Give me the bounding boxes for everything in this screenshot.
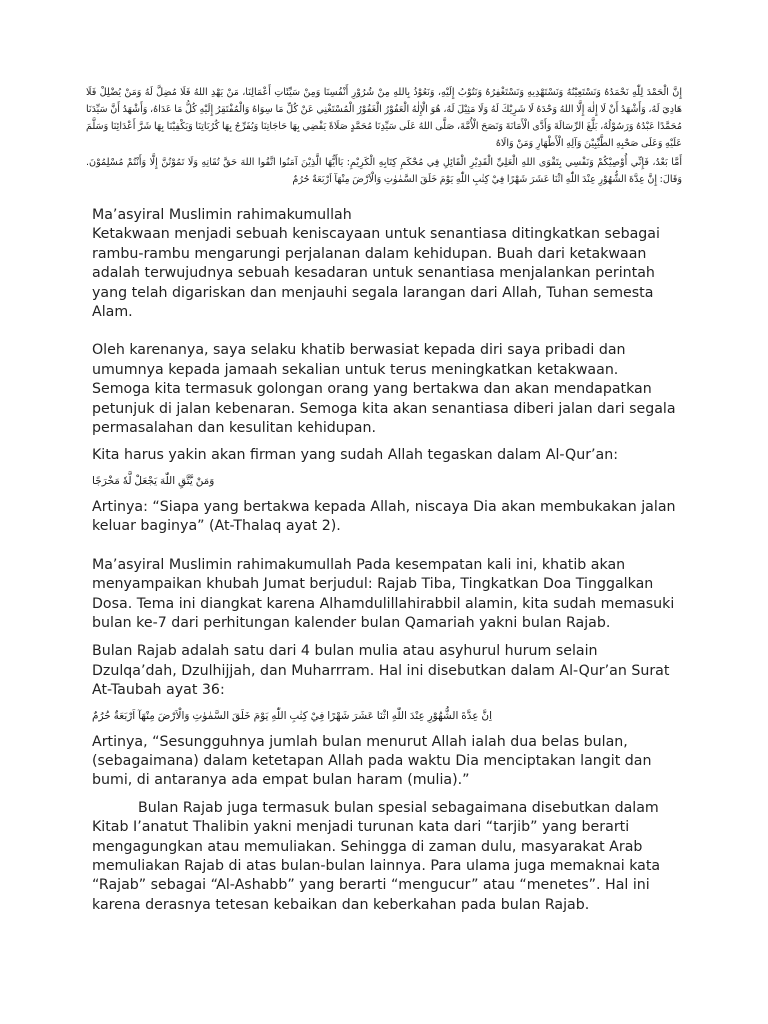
paragraph-ketakwaan: Ketakwaan menjadi sebuah keniscayaan untuk senantiasa ditingkatkan sebagai rambu-rambu mengarungi perjalanan dalam kehidupan. Buah dari ketakwaan adalah terwujudnya sebuah kesadaran untuk senantiasa menjalankan perintah yang telah digariskan dan menjauhi segala larangan dari Allah, Tuhan semesta Alam. <box>92 226 660 321</box>
paragraph-makna-rajab: Bulan Rajab juga termasuk bulan spesial sebagaimana disebutkan dalam Kitab I’anatut Thalibin yakni menjadi turunan kata dari “tarjib” yang berarti mengagungkan atau memuliakan. Sehingga di zaman dulu, masyarakat Arab memuliakan Rajab di atas bulan-bulan lainnya. Para ulama juga memaknai kata “Rajab” sebagai “Al-Ashabb” yang berarti “mengucur” atau “menetes”. Hal ini karena derasnya tetesan kebaikan dan keberkahan pada bulan Rajab. <box>92 799 661 913</box>
paragraph-firman-intro: Kita harus yakin akan firman yang sudah Allah tegaskan dalam Al-Qur’an: <box>92 447 618 464</box>
greeting-heading: Ma’asyiral Muslimin rahimakumullah <box>92 207 352 223</box>
paragraph-wasiat: Oleh karenanya, saya selaku khatib berwasiat kepada diri saya pribadi dan umumnya kepada jamaah sekalian untuk terus meningkatkan ketakwaan. Semoga kita termasuk golongan orang yang bertakwa dan akan mendapatkan petunjuk di jalan kebenaran. Semoga kita akan senantiasa diberi jalan dari segala permasalahan dan kesulitan kehidupan. <box>92 342 676 437</box>
paragraph-khutbah-title: Ma’asyiral Muslimin rahimakumullah Pada kesempatan kali ini, khatib akan menyampaikan khubah Jumat berjudul: Rajab Tiba, Tingkatkan Doa Tinggalkan Dosa. Tema ini diangkat karena Alhamdulillahirabbil alamin, kita sudah memasuki bulan ke-7 dari perhitungan kalender bulan Qamariah yakni bulan Rajab. <box>92 556 675 631</box>
arabic-wasiat-paragraph: أَمَّا بَعْدُ، فَإِنِّي أُوْصِيْكُمْ وَنَفْسِي بِتَقْوَى اللهِ الْعَلِيِّ الْقَدِيْرِ الْقَائِلِ فِي مُحْكَمِ كِتَابِهِ الْكَرِيْمِ: يَاأَيُّهَا الَّذِيْنَ آمَنُوا اتَّقُوا اللهَ حَقَّ تُقَاتِهِ وَلَا تَمُوْتُنَّ إِلَّا وَأَنْتُمْ مُسْلِمُوْنَ. وَقَالَ: إِنَّ عِدَّةَ الشُّهُوْرِ عِنْدَ اللّٰهِ اثْنَا عَشَرَ شَهْرًا فِيْ كِتٰبِ اللّٰهِ يَوْمَ خَلَقَ السَّمٰوٰتِ وَالْاَرْضَ مِنْهَآ اَرْبَعَةٌ حُرُمٌ <box>86 157 682 185</box>
paragraph-artinya-thalaq: Artinya: “Siapa yang bertakwa kepada Allah, niscaya Dia akan membukakan jalan keluar baginya” (At-Thalaq ayat 2). <box>92 498 676 535</box>
paragraph-artinya-taubah: Artinya, “Sesungguhnya jumlah bulan menurut Allah ialah dua belas bulan, (sebagaimana) dalam ketetapan Allah pada waktu Dia menciptakan langit dan bumi, di antaranya ada empat bulan haram (mulia).” <box>92 733 652 789</box>
arabic-verse-at-thalaq: وَمَنْ يَّتَّقِ اللّٰهَ يَجْعَلْ لَّهٗ مَخْرَجًا <box>92 474 215 487</box>
paragraph-bulan-mulia: Bulan Rajab adalah satu dari 4 bulan mulia atau asyhurul hurum selain Dzulqa’dah, Dzulhijjah, dan Muharrram. Hal ini disebutkan dalam Al-Qur’an Surat At-Taubah ayat 36: <box>92 643 670 699</box>
arabic-opening-paragraph: إِنَّ الْحَمْدَ لِلّٰهِ نَحْمَدُهُ وَنَسْتَعِيْنُهُ وَنَسْتَهْدِيهِ وَنَسْتَغْفِرُهُ وَنَتُوْبُ إِلَيْهِ، وَنَعُوْذُ بِاللهِ مِنْ شُرُوْرِ أَنْفُسِنَا وَمِنْ سَيِّئَاتِ أَعْمَالِنَا، مَنْ يَهْدِ اللهُ فَلَا مُضِلَّ لَهُ وَمَنْ يُضْلِلْ فَلَا هَادِيَ لَهُ، وَأَشْهَدُ أَنْ لَا إِلٰهَ إِلَّا اللهُ وَحْدَهُ لَا شَرِيْكَ لَهُ وَلَا مَثِيْلَ لَهُ، هُوَ الْإِلٰهُ الْعَفُوْرُ الْغَفُوْرُ الْمُسْتَغْنِي عَنْ كُلِّ مَا سِوَاهُ وَالْمُفْتَقِرُ إِلَيْهِ كُلُّ مَا عَدَاهُ، وَأَشْهَدُ أَنَّ سَيِّدَنَا مُحَمَّدًا عَبْدُهُ وَرَسُوْلُهُ، بَلَّغَ الرِّسَالَةَ وَأَدَّى الْأَمَانَةَ وَنَصَحَ الْأُمَّةَ، صَلَّى اللهُ عَلَى سَيِّدِنَا مُحَمَّدٍ صَلَاةً يَقْضِي بِهَا حَاجَاتِنَا وَيُفَرِّجُ بِهَا كُرُبَاتِنَا وَيَكْفِيْنَا بِهَا شَرَّ أَعْدَائِنَا وَسَلَّمَ عَلَيْهِ وَعَلَى صَحْبِهِ الطَّيِّبِيْنَ وَآلِهِ الْأَطْهَارِ وَمَنْ وَالَاهُ <box>86 87 682 149</box>
arabic-verse-at-taubah: اِنَّ عِدَّةَ الشُّهُوْرِ عِنْدَ اللّٰهِ اثْنَا عَشَرَ شَهْرًا فِيْ كِتٰبِ اللّٰهِ يَوْمَ خَلَقَ السَّمٰوٰتِ وَالْاَرْضَ مِنْهَآ اَرْبَعَةٌ حُرُمٌ <box>92 709 492 722</box>
